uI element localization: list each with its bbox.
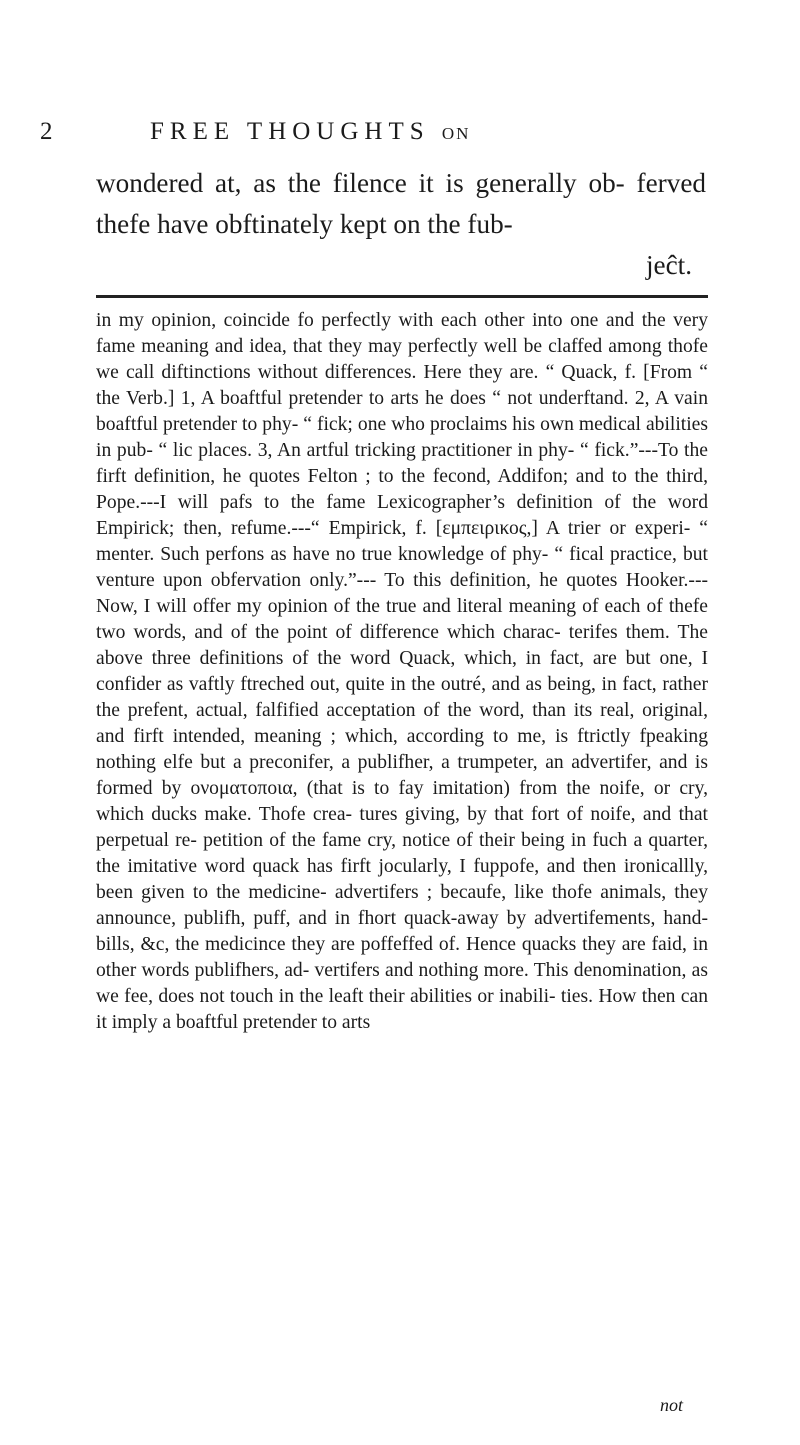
body-text: in my opinion, coincide fo perfectly with each other into one and the very fame meaning and idea, that they may perfectly well be claffed among thofe we call diftinctions without differences. Here they are. “ Quack, f. [From “ the Verb.] 1, A boaftful pretender to arts he does “ not underftand. 2, A vain boaftful pretender to phy- “ fick; one who proclaims his own medical abilities in pub- “ lic places. 3, An artful tricking practitioner in phy- “ fick.”---To the firft definition, he quotes Felton ; to the fecond, Addifon; and to the third, Pope.---I will pafs to the fame Lexicographer’s definition of the word Empirick; then, refume.---“ Empirick, f. [εμπειρικος,] A trier or experi- “ menter. Such perfons as have no true knowledge of phy- “ fical practice, but venture upon obfervation only.”--- To this definition, he quotes Hooker.---Now, I will offer my opinion of the true and literal meaning of each of thefe two words, and of the point of difference which charac- terifes them. The above three definitions of the word Quack, which, in fact, are but one, I confider as vaftly ftreched out, quite in the outré, and as being, in fact, rather the prefent, actual, falfified acceptation of the word, than its real, original, and firft intended, meaning ; which, according to me, is ftrictly fpeaking nothing elfe but a preconifer, a publifher, a trumpeter, an advertifer, and is formed by ονοματοποια, (that is to fay imitation) from the noife, or cry, which ducks make. Thofe crea- tures giving, by that fort of noife, and that perpetual re- petition of the fame cry, notice of their being in fuch a quarter, the imitative word quack has firft jocularly, I fuppofe, and then ironicallly, been given to the medicine- advertifers ; becaufe, like thofe animals, they announce, publifh, puff, and in fhort quack-away by advertifements, hand-bills, &c, the medicince they are poffeffed of. Hence quacks they are faid, in other words publifhers, ad- vertifers and nothing more. This denomination, as we fee, does not touch in the leaft their abilities or inabili- ties. How then can it imply a boaftful pretender to arts [96,310,708,1033]
lead-text: wondered at, as the filence it is generally ob- ferved thefe have obftinately kept on the fub- [96,168,706,239]
running-title-tail: ON [441,124,471,143]
body-paragraph [96,308,708,1036]
page-number: 2 [40,118,57,145]
section-rule [96,295,708,298]
running-title [150,118,470,146]
lead-catchword-line: jeĉt. [645,250,692,280]
lead-paragraph [96,163,706,286]
page-header [40,118,760,154]
running-title-main: FREE THOUGHTS [150,118,430,145]
footer-catchword: not [660,1395,684,1415]
